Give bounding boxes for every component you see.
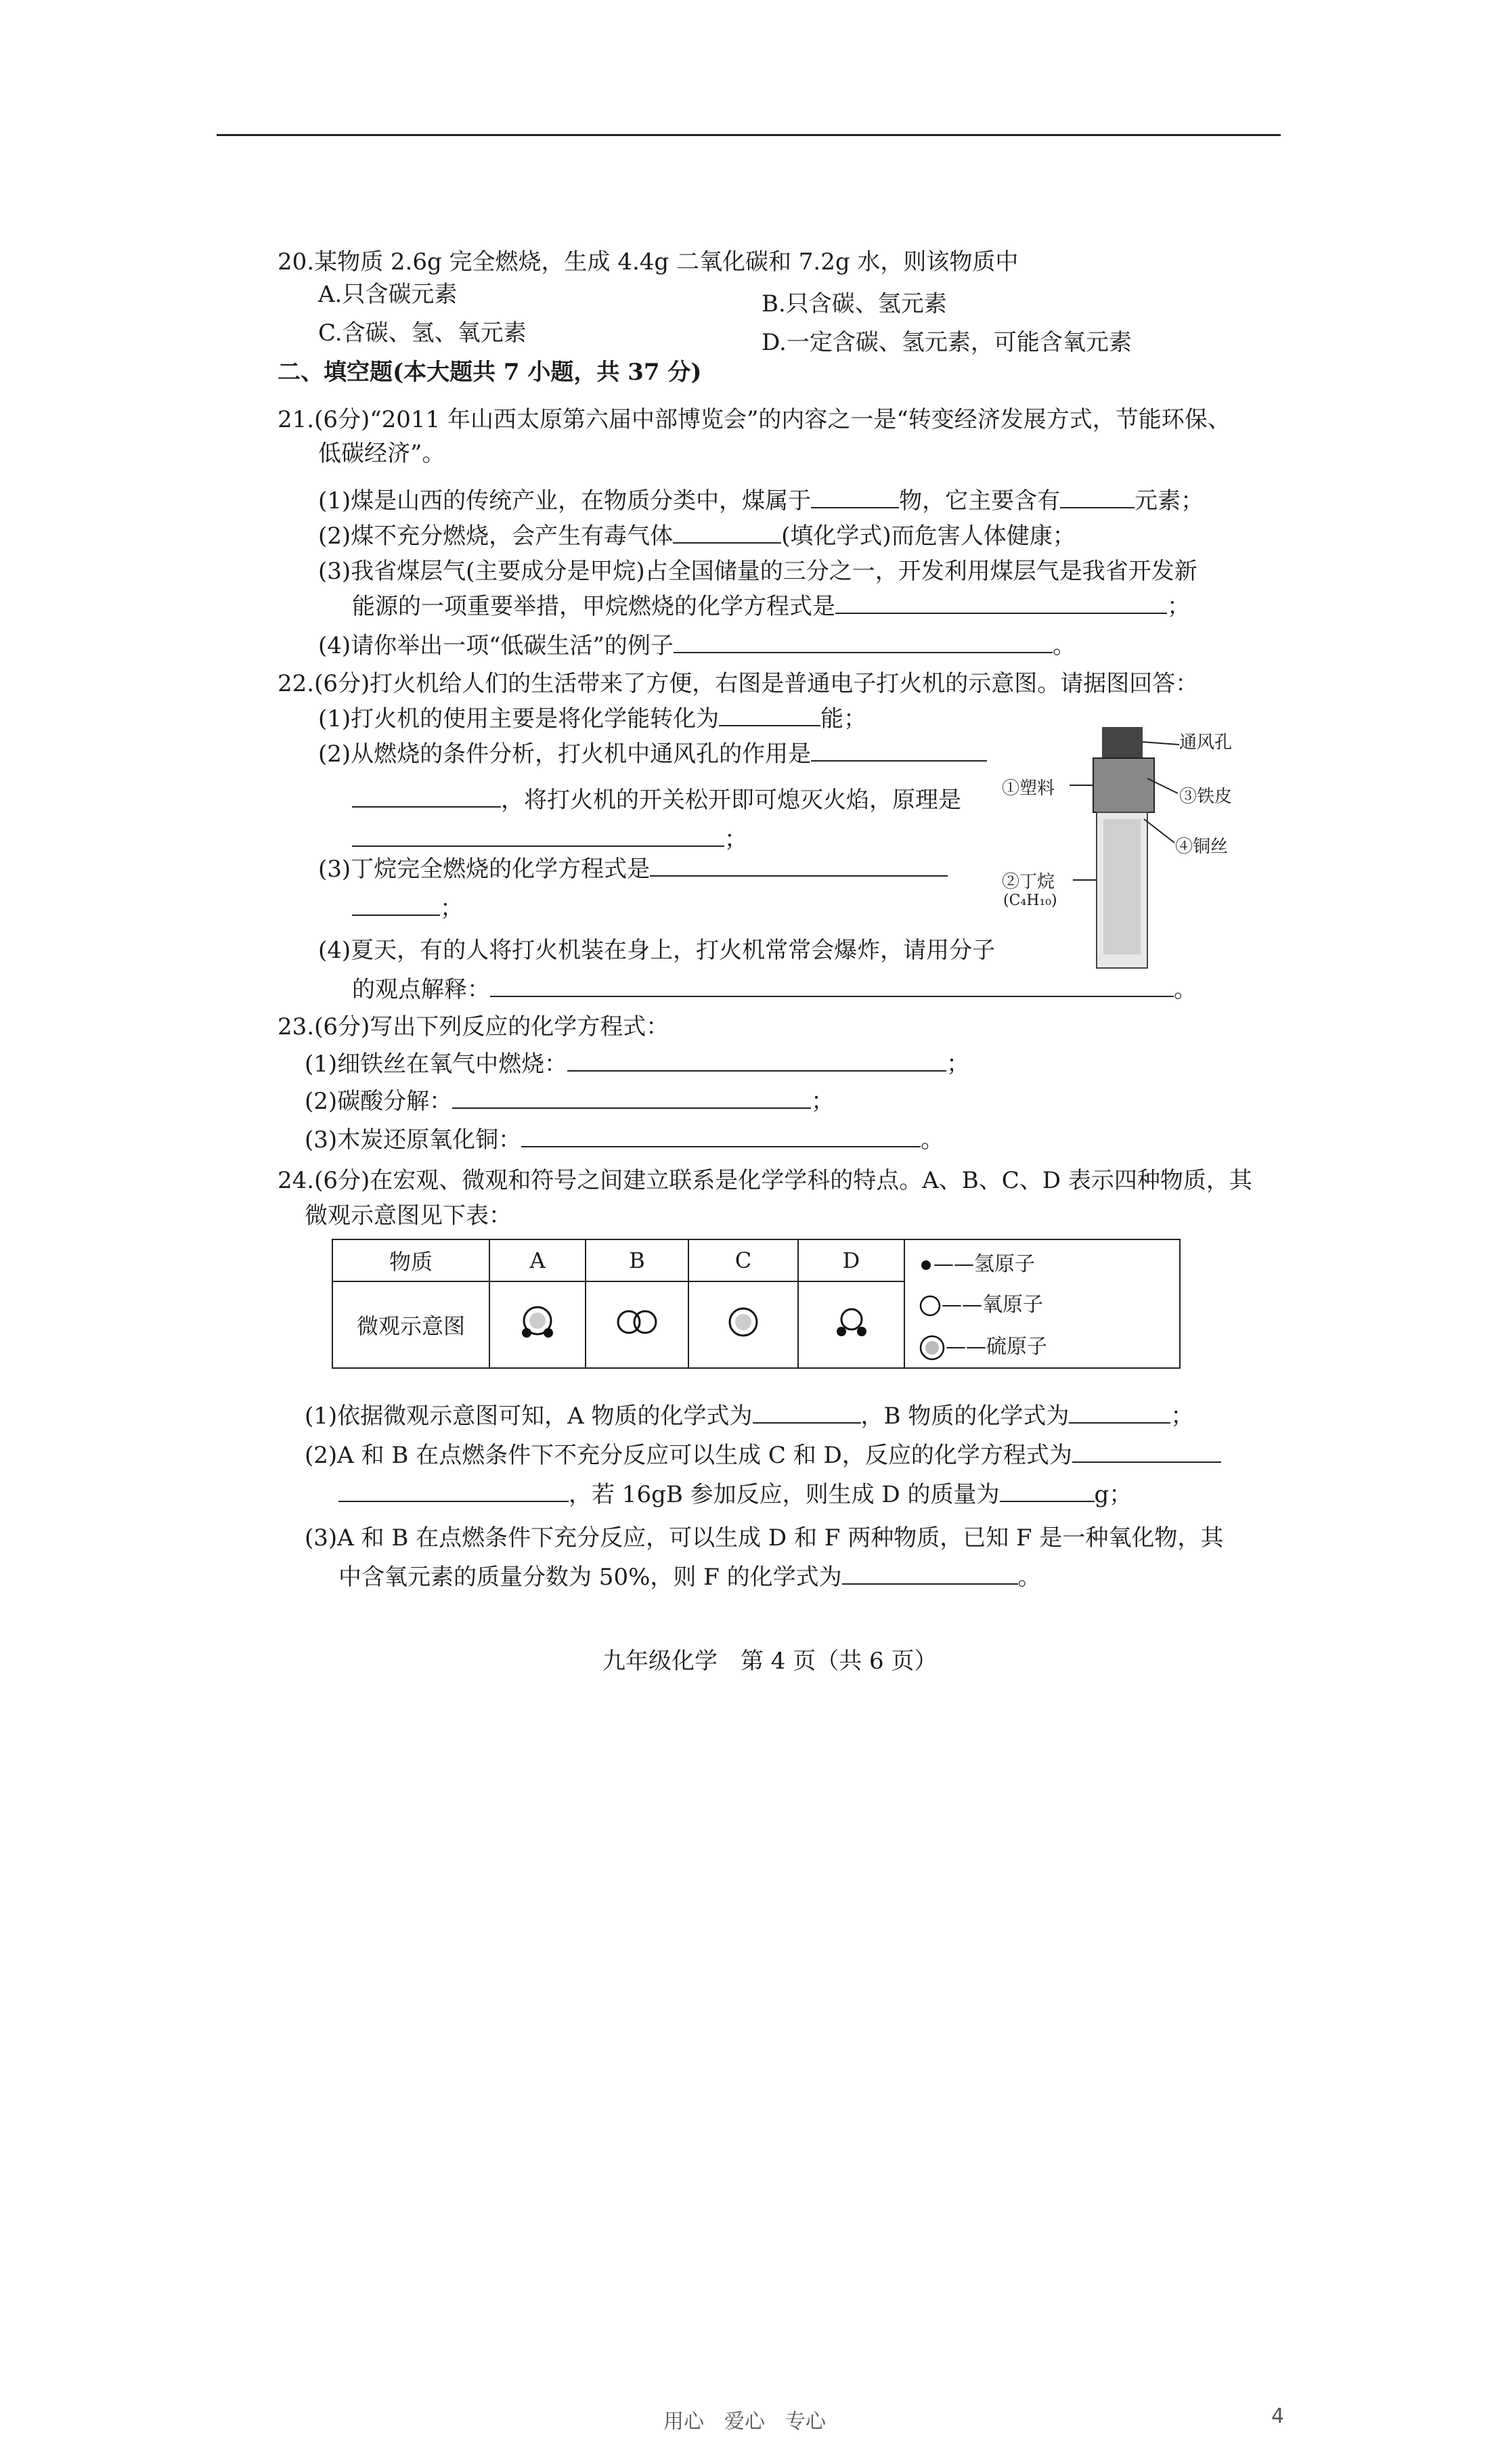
lighter-figure — [1002, 718, 1293, 975]
q20-option-c: C.含碳、氢、氧元素 — [318, 320, 527, 347]
q23-part2: (2)碳酸分解： ； — [305, 1088, 835, 1115]
answer-blank[interactable] — [521, 1126, 921, 1147]
q20-stem: 20.某物质 2.6g 完全燃烧，生成 4.4g 二氧化碳和 7.2g 水，则该物质中 — [278, 248, 1019, 276]
hydrogen-atom-icon — [919, 1258, 933, 1273]
q22-part1: (1)打火机的使用主要是将化学能转化为 能； — [318, 705, 867, 732]
q21-stem: 21.(6分)“2011 年山西太原第六届中部博览会”的内容之一是“转变经济发展方式，节能环保、 — [278, 406, 1231, 433]
sulfur-atom-icon — [919, 1334, 946, 1361]
q24-stem-cont: 微观示意图见下表： — [305, 1202, 512, 1229]
legend-cell — [904, 1239, 1180, 1368]
q22-part3: (3)丁烷完全燃烧的化学方程式是 — [318, 854, 948, 884]
answer-blank[interactable] — [650, 855, 948, 877]
answer-blank[interactable] — [835, 592, 1167, 614]
q24-stem: 24.(6分)在宏观、微观和符号之间建立联系是化学学科的特点。A、B、C、D 表示四种物质，其 — [278, 1167, 1252, 1194]
answer-blank[interactable] — [567, 1050, 946, 1072]
table-header-d: D — [798, 1239, 904, 1281]
q23-part1: (1)细铁丝在氧气中燃烧： ； — [305, 1051, 970, 1078]
answer-blank[interactable] — [811, 740, 987, 762]
answer-blank[interactable] — [753, 1402, 861, 1424]
answer-blank[interactable] — [1069, 1402, 1170, 1424]
q22-part4: (4)夏天，有的人将打火机装在身上，打火机常常会爆炸，请用分子 — [318, 937, 996, 964]
answer-blank[interactable] — [352, 894, 440, 916]
answer-blank[interactable] — [1072, 1441, 1221, 1463]
q24-part3: (3)A 和 B 在点燃条件下充分反应，可以生成 D 和 F 两种物质，已知 F 是一种氧化物，其 — [305, 1524, 1224, 1552]
q21-part3-cont: 能源的一项重要举措，甲烷燃烧的化学方程式是 ； — [352, 593, 1190, 620]
q21-part4: (4)请你举出一项“低碳生活”的例子 。 — [318, 632, 1076, 659]
q22-part2: (2)从燃烧的条件分析，打火机中通风孔的作用是 — [318, 739, 987, 769]
legend-oxygen: ——氧原子 — [919, 1288, 1043, 1317]
answer-blank[interactable] — [811, 487, 899, 508]
plastic-label: ①塑料 — [1002, 778, 1055, 799]
molecule-a — [489, 1281, 586, 1368]
table-header-c: C — [688, 1239, 798, 1281]
butane-formula: (C₄H₁₀) — [1003, 892, 1057, 909]
molecule-d — [798, 1281, 904, 1368]
answer-blank[interactable] — [1000, 1480, 1095, 1502]
molecule-c — [688, 1281, 798, 1368]
answer-blank[interactable] — [490, 975, 1174, 997]
lighter-illustration — [1002, 718, 1293, 975]
table-header-a: A — [489, 1239, 586, 1281]
q20-option-a: A.只含碳元素 — [318, 281, 458, 308]
q20-option-d: D.一定含碳、氢元素，可能含氧元素 — [762, 329, 1132, 356]
header-rule — [217, 134, 1281, 136]
molecule-b — [586, 1281, 688, 1368]
h2s-molecule-icon — [510, 1295, 565, 1349]
answer-blank[interactable] — [674, 632, 1053, 653]
page-number: 4 — [1271, 2404, 1285, 2428]
vent-label: 通风孔 — [1179, 732, 1233, 753]
q21-part2: (2)煤不充分燃烧，会产生有毒气体 (填化学式)而危害人体健康； — [318, 523, 1076, 550]
answer-blank[interactable] — [842, 1563, 1018, 1585]
answer-blank[interactable] — [719, 705, 820, 726]
butane-label: ②丁烷 — [1002, 872, 1055, 892]
q22-stem: 22.(6分)打火机给人们的生活带来了方便，右图是普通电子打火机的示意图。请据图回答： — [278, 670, 1199, 697]
o2-molecule-icon — [607, 1295, 667, 1349]
copper-label: ④铜丝 — [1175, 837, 1229, 857]
micro-table — [332, 1239, 1181, 1369]
q22-part2-cont: ，将打火机的开关松开即可熄灭火焰，原理是 — [352, 785, 961, 815]
q24-part1: (1)依据微观示意图可知，A 物质的化学式为 ，B 物质的化学式为 ； — [305, 1403, 1194, 1430]
q21-part3: (3)我省煤层气(主要成分是甲烷)占全国储量的三分之一，开发利用煤层气是我省开发新 — [318, 558, 1197, 585]
q21-part1: (1)煤是山西的传统产业，在物质分类中，煤属于 物，它主要含有 元素； — [318, 487, 1204, 514]
answer-blank[interactable] — [352, 786, 501, 808]
sulfur-molecule-icon — [716, 1295, 770, 1349]
q22-part4-cont: 的观点解释： 。 — [352, 976, 1197, 1003]
q24-part3-cont: 中含氧元素的质量分数为 50%，则 F 的化学式为 。 — [338, 1564, 1041, 1591]
q21-stem-cont: 低碳经济”。 — [318, 440, 445, 467]
iron-label: ③铁皮 — [1179, 787, 1233, 807]
q23-stem: 23.(6分)写出下列反应的化学方程式： — [278, 1013, 669, 1040]
q23-part3: (3)木炭还原氧化铜： 。 — [305, 1126, 944, 1153]
answer-blank[interactable] — [338, 1480, 569, 1502]
answer-blank[interactable] — [673, 522, 781, 544]
legend-sulfur: ——硫原子 — [919, 1329, 1047, 1361]
q24-part2: (2)A 和 B 在点燃条件下不充分反应可以生成 C 和 D，反应的化学方程式为 — [305, 1440, 1221, 1470]
q22-part3-cont: ； — [352, 894, 463, 923]
legend-hydrogen: ——氢原子 — [919, 1247, 1035, 1277]
answer-blank[interactable] — [1060, 487, 1135, 508]
table-header-b: B — [586, 1239, 688, 1281]
answer-blank[interactable] — [352, 825, 724, 847]
page-footer: 九年级化学 第 4 页（共 6 页） — [602, 1648, 938, 1675]
oxygen-atom-icon — [919, 1294, 942, 1317]
h2o-molecule-icon — [824, 1295, 879, 1349]
q20-option-b: B.只含碳、氢元素 — [762, 290, 947, 317]
table-row-label: 微观示意图 — [332, 1281, 489, 1368]
table-header-substance: 物质 — [332, 1239, 489, 1281]
q24-part2-cont: ，若 16gB 参加反应，则生成 D 的质量为 g； — [338, 1480, 1132, 1510]
answer-blank[interactable] — [452, 1087, 811, 1109]
bottom-slogan: 用心 爱心 专心 — [663, 2410, 826, 2434]
section-title: 二、填空题(本大题共 7 小题，共 37 分) — [278, 359, 702, 386]
q22-part2-cont2: ； — [352, 824, 747, 854]
